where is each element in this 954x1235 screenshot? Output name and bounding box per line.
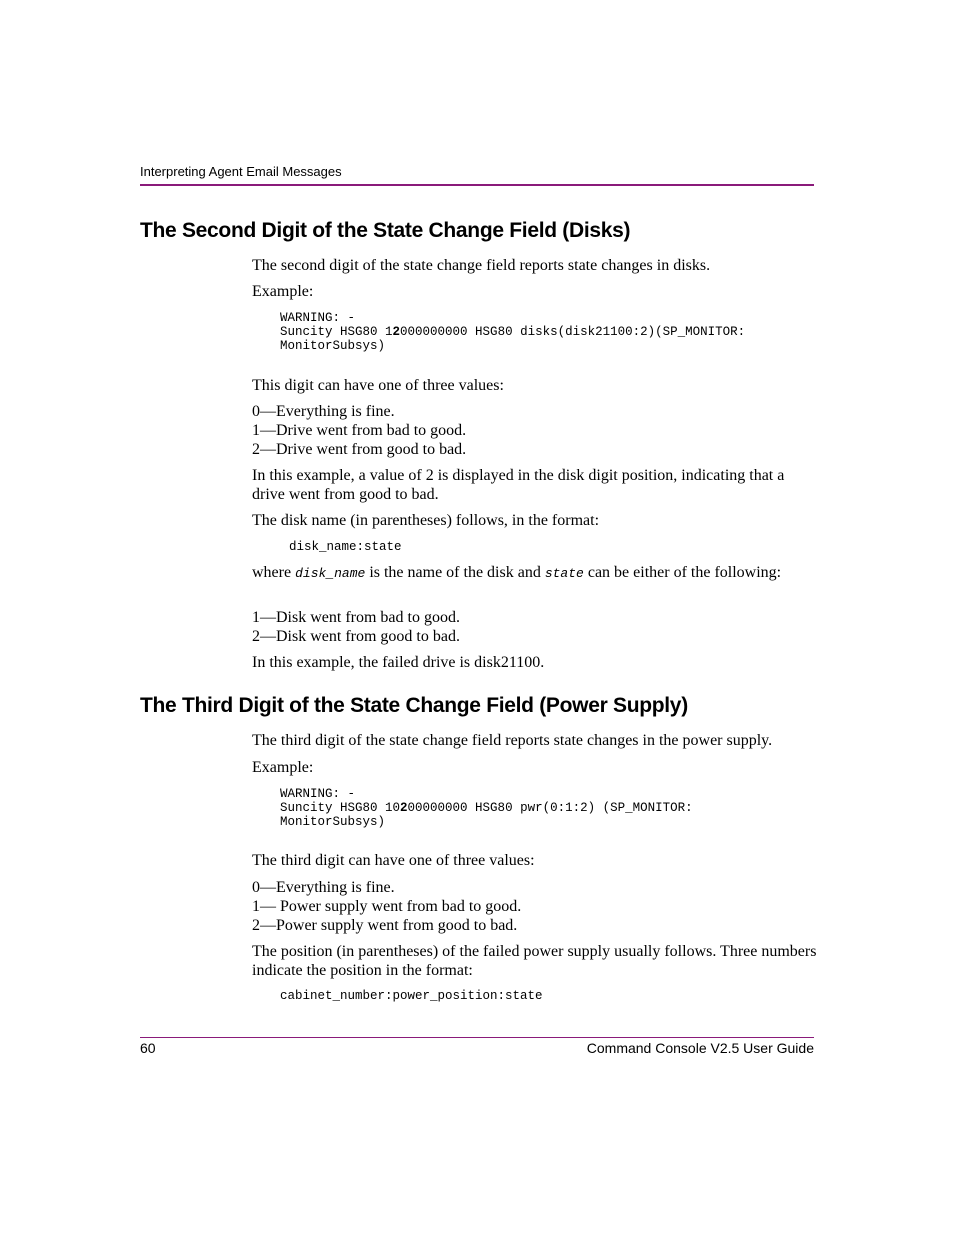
list-item: 1— Power supply went from bad to good. bbox=[252, 898, 522, 915]
section1-values-list bbox=[252, 402, 817, 459]
section-heading-disks: The Second Digit of the State Change Field (Disks) bbox=[140, 219, 631, 242]
list-item: 0—Everything is fine. bbox=[252, 403, 395, 420]
section1-state-list bbox=[252, 608, 817, 646]
code-line: MonitorSubsys) bbox=[280, 339, 386, 353]
section2-position-text: The position (in parentheses) of the failed power supply usually follows. Three numbers indicate the position in the format: bbox=[252, 943, 817, 979]
section2-values-intro: The third digit can have one of three values: bbox=[252, 852, 535, 869]
page-number: 60 bbox=[140, 1040, 156, 1056]
list-item: 2—Disk went from good to bad. bbox=[252, 628, 460, 645]
section2-example-label: Example: bbox=[252, 759, 314, 776]
variable-state: state bbox=[544, 566, 584, 581]
variable-disk-name: disk_name bbox=[295, 566, 366, 581]
text-run: is the name of the disk and bbox=[365, 564, 545, 581]
code-line: Suncity HSG80 10 bbox=[280, 801, 401, 815]
list-item: 1—Drive went from bad to good. bbox=[252, 422, 467, 439]
section1-where-text bbox=[252, 563, 817, 583]
code-line: 000000000 HSG80 disks(disk21100:2)(SP_MONITOR: bbox=[400, 325, 746, 339]
code-line: WARNING: - bbox=[280, 311, 356, 325]
section1-code-example bbox=[280, 311, 745, 353]
list-item: 0—Everything is fine. bbox=[252, 879, 395, 896]
section1-format-code: disk_name:state bbox=[289, 540, 402, 554]
code-line: MonitorSubsys) bbox=[280, 815, 386, 829]
section1-explanation: In this example, a value of 2 is displayed in the disk digit position, indicating that a drive went from good to bad. bbox=[252, 467, 785, 503]
list-item: 2—Drive went from good to bad. bbox=[252, 441, 467, 458]
list-item: 1—Disk went from bad to good. bbox=[252, 609, 460, 626]
section2-code-example bbox=[280, 787, 693, 829]
text-run: where bbox=[252, 564, 296, 581]
code-highlight-digit: 2 bbox=[400, 801, 408, 815]
section2-format-code: cabinet_number:power_position:state bbox=[280, 989, 543, 1003]
running-header: Interpreting Agent Email Messages bbox=[140, 164, 342, 179]
section1-example-label: Example: bbox=[252, 283, 314, 300]
code-highlight-digit: 2 bbox=[392, 325, 401, 339]
footer-book-title: Command Console V2.5 User Guide bbox=[586, 1040, 814, 1056]
text-run: can be either of the following: bbox=[583, 564, 782, 581]
footer-rule bbox=[140, 1037, 814, 1038]
list-item: 2—Power supply went from good to bad. bbox=[252, 917, 518, 934]
section1-format-intro: The disk name (in parentheses) follows, in the format: bbox=[252, 512, 600, 529]
header-rule bbox=[140, 184, 814, 186]
section2-values-list bbox=[252, 878, 817, 935]
code-line: WARNING: - bbox=[280, 787, 356, 801]
section1-values-intro: This digit can have one of three values: bbox=[252, 377, 504, 394]
section1-intro: The second digit of the state change field reports state changes in disks. bbox=[252, 257, 711, 274]
section2-intro: The third digit of the state change field reports state changes in the power supply. bbox=[252, 732, 773, 749]
code-line: Suncity HSG80 1 bbox=[280, 325, 393, 339]
section1-failed-drive: In this example, the failed drive is disk21100. bbox=[252, 654, 545, 671]
code-line: 00000000 HSG80 pwr(0:1:2) (SP_MONITOR: bbox=[407, 801, 693, 815]
section-heading-power-supply: The Third Digit of the State Change Field (Power Supply) bbox=[140, 694, 688, 717]
